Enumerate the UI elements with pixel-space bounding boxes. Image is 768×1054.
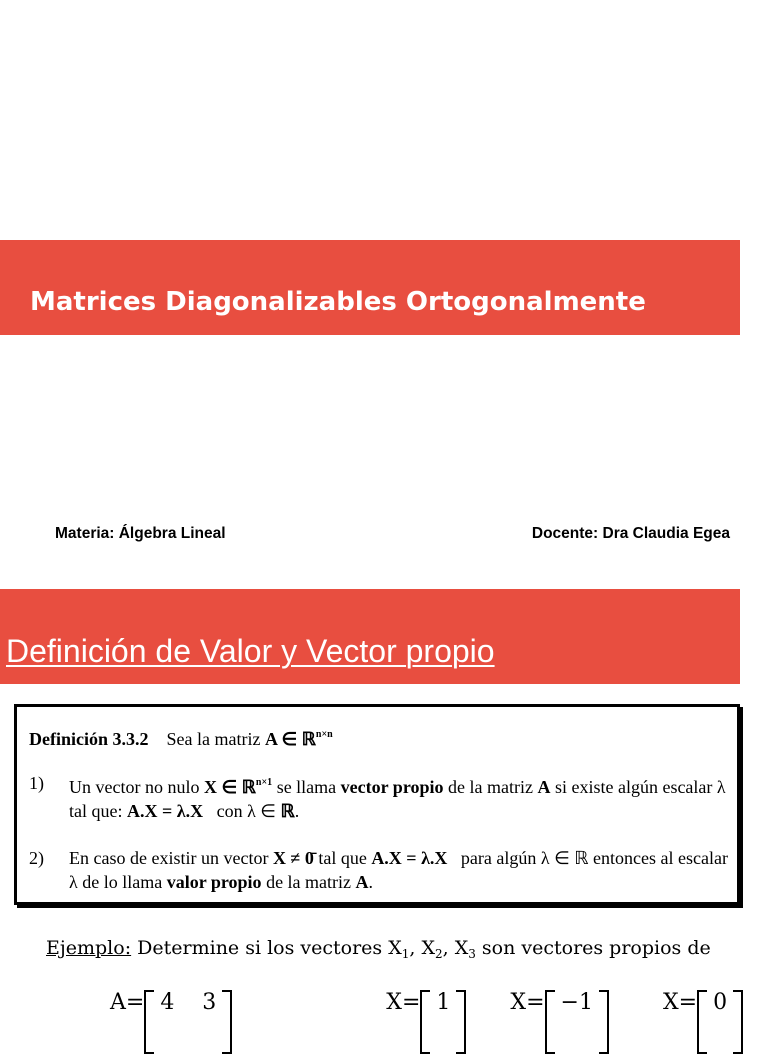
definition-heading [29, 723, 333, 751]
example-text: Determine si los vectores X [137, 937, 402, 959]
vector-label: X [662, 990, 679, 1015]
example-text: , X [442, 937, 469, 959]
eigen-equation: A.X = λ.X [126, 801, 204, 821]
item-text: de la matriz [266, 872, 352, 892]
definition-item-1 [29, 771, 739, 823]
bracket-icon [545, 990, 555, 1054]
item-text: para algún λ ∈ ℝ entonces al escalar λ de lo llama [69, 848, 728, 892]
matrix-a: A [537, 777, 551, 797]
item-text: . [368, 872, 374, 892]
bracket-icon [456, 990, 466, 1054]
item-text: con λ ∈ [216, 801, 276, 821]
vector-condition: X ≠ 0̄ [272, 848, 314, 868]
item-text: En caso de existir un vector [69, 848, 269, 868]
subject-label: Materia: Álgebra Lineal [55, 525, 226, 542]
item-text: Un vector no nulo [69, 777, 200, 797]
definition-label: Definición 3.3.2 [29, 729, 149, 749]
vector-label: X [386, 990, 402, 1015]
bracket-icon [222, 990, 232, 1054]
subscript: 3 [468, 947, 476, 961]
definition-item-2 [29, 846, 739, 894]
subscript: 2 [434, 947, 443, 961]
term-valor-propio: valor propio [166, 872, 262, 892]
item-text: se llama [276, 777, 337, 797]
item-number: 1) [29, 773, 44, 793]
vector-value: 1 [436, 990, 451, 1015]
bracket-icon [733, 990, 743, 1054]
bracket-icon [144, 990, 154, 1054]
eigen-equation: A.X = λ.X [371, 848, 448, 868]
vector-value: 0 [713, 990, 728, 1015]
reals-symbol: ℝ [280, 801, 295, 821]
definition-intro: Sea la matriz [166, 729, 261, 749]
matrix-row: 4 3 [160, 990, 217, 1015]
subscript: 1 [401, 947, 410, 961]
item-text: tal que [318, 848, 367, 868]
example-text: , X [409, 937, 435, 959]
example-label: Ejemplo: [46, 937, 132, 959]
vector-label: X [510, 990, 527, 1015]
bracket-icon [420, 990, 430, 1054]
definition-box [14, 704, 740, 905]
vector-dim: n×1 [255, 777, 273, 788]
example-matrices: A= 4 3 X= 1 X= −1 X= 0 [110, 990, 743, 1054]
example-text: son vectores propios de [481, 937, 711, 959]
vector-value: −1 [560, 990, 593, 1015]
bracket-icon [697, 990, 707, 1054]
item-text: de la matriz [448, 777, 533, 797]
section-title: Definición de Valor y Vector propio [6, 633, 495, 669]
item-text: si existe algún escalar λ tal que: [69, 777, 726, 821]
bracket-icon [599, 990, 609, 1054]
matrix-a: A [355, 872, 369, 892]
vector-symbol: X ∈ ℝ [203, 777, 256, 797]
page-title: Matrices Diagonalizables Ortogonalmente [30, 287, 646, 317]
item-number: 2) [29, 848, 44, 868]
teacher-label: Docente: Dra Claudia Egea [531, 525, 730, 542]
example-statement [46, 937, 711, 961]
term-vector-propio: vector propio [340, 777, 444, 797]
definition-matrix-dim: n×n [315, 729, 333, 740]
definition-matrix-symbol: A ∈ ℝ [264, 729, 316, 749]
matrix-label: A= [110, 990, 145, 1015]
item-text: . [294, 801, 300, 821]
